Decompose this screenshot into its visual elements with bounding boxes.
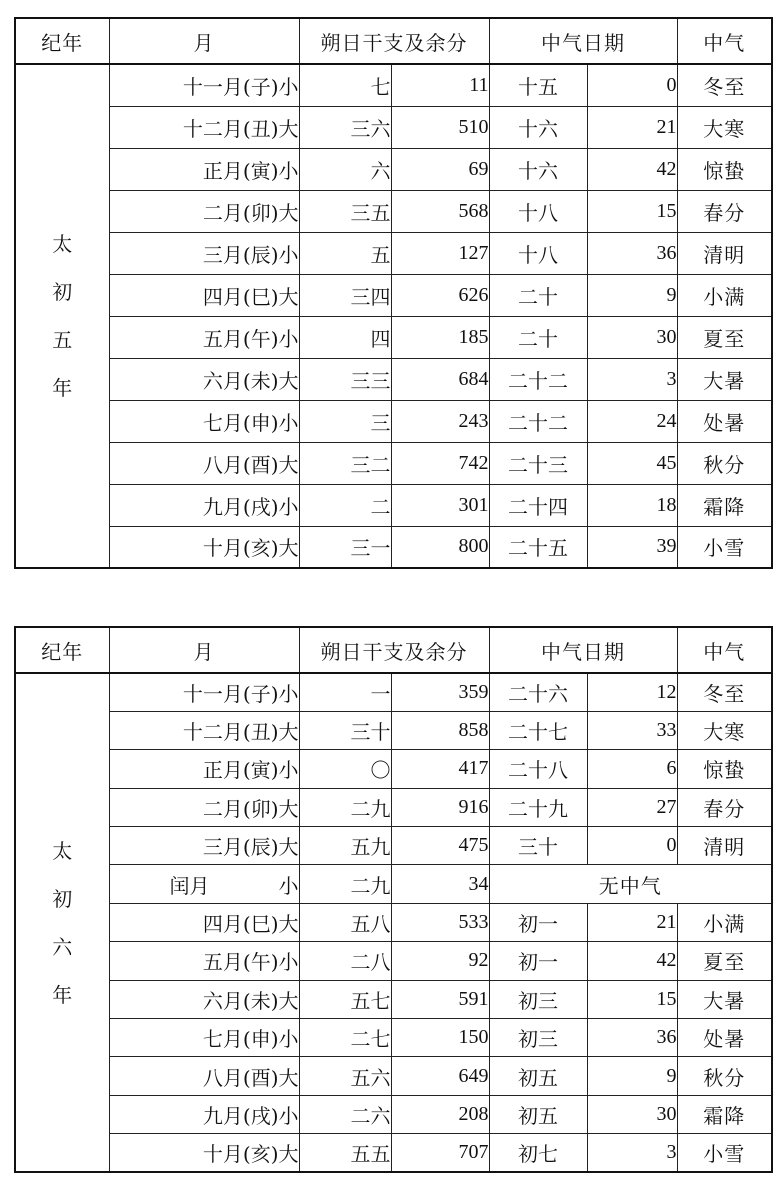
era-label: [15, 64, 109, 568]
table-row: [15, 64, 772, 106]
month-cell: 十二月(丑)大: [109, 106, 299, 148]
header-era: 纪年: [15, 18, 109, 64]
header-qi: 中气: [677, 627, 772, 673]
table-row: [15, 673, 772, 711]
month-cell: 正月(寅)小: [109, 148, 299, 190]
month-cell: 九月(戌)小: [109, 484, 299, 526]
new-moon-remainder: 92: [391, 942, 489, 980]
qi-fraction: 21: [587, 106, 677, 148]
qi-fraction: 12: [587, 673, 677, 711]
qi-day: 初五: [489, 1095, 587, 1133]
qi-day: 十八: [489, 190, 587, 232]
table-row: [15, 316, 772, 358]
qi-name: 大寒: [677, 106, 772, 148]
new-moon-remainder: 510: [391, 106, 489, 148]
qi-name: 大暑: [677, 980, 772, 1018]
qi-name: 霜降: [677, 1095, 772, 1133]
new-moon-sexagenary: 〇: [299, 750, 391, 788]
new-moon-remainder: 475: [391, 827, 489, 865]
qi-fraction: 27: [587, 788, 677, 826]
qi-fraction: 36: [587, 1019, 677, 1057]
table-body: [15, 673, 772, 1172]
era-char: 太: [52, 232, 73, 256]
era-char: 年: [52, 982, 73, 1007]
qi-fraction: 45: [587, 442, 677, 484]
qi-fraction: 0: [587, 827, 677, 865]
month-cell: 五月(午)小: [109, 316, 299, 358]
month-cell: 十月(亥)大: [109, 1134, 299, 1172]
qi-fraction: 42: [587, 148, 677, 190]
qi-day: 初一: [489, 942, 587, 980]
new-moon-sexagenary: 三六: [299, 106, 391, 148]
new-moon-sexagenary: 二九: [299, 865, 391, 903]
qi-day: 十六: [489, 148, 587, 190]
header-era: 纪年: [15, 627, 109, 673]
new-moon-sexagenary: 六: [299, 148, 391, 190]
new-moon-sexagenary: 三四: [299, 274, 391, 316]
table-header-row: [15, 627, 772, 673]
month-cell: 八月(酉)大: [109, 1057, 299, 1095]
table-row: [15, 1134, 772, 1172]
new-moon-sexagenary: 五五: [299, 1134, 391, 1172]
new-moon-sexagenary: 一: [299, 673, 391, 711]
leap-month-label: 闰月: [169, 873, 210, 898]
qi-day: 初七: [489, 1134, 587, 1172]
qi-name: 惊蛰: [677, 750, 772, 788]
qi-day: 二十三: [489, 442, 587, 484]
qi-name: 清明: [677, 827, 772, 865]
new-moon-sexagenary: 三五: [299, 190, 391, 232]
new-moon-remainder: 150: [391, 1019, 489, 1057]
month-cell: 六月(未)大: [109, 358, 299, 400]
qi-fraction: 15: [587, 190, 677, 232]
month-cell: 十一月(子)小: [109, 673, 299, 711]
qi-fraction: 30: [587, 1095, 677, 1133]
era-char: 六: [52, 934, 73, 959]
qi-fraction: 0: [587, 64, 677, 106]
new-moon-sexagenary: 五七: [299, 980, 391, 1018]
qi-day: 二十六: [489, 673, 587, 711]
qi-day: 二十九: [489, 788, 587, 826]
qi-fraction: 9: [587, 274, 677, 316]
new-moon-remainder: 649: [391, 1057, 489, 1095]
table-row: [15, 750, 772, 788]
calendar-table-year-6: [14, 626, 773, 1173]
table-row: [15, 190, 772, 232]
table-row: [15, 1019, 772, 1057]
qi-fraction: 3: [587, 1134, 677, 1172]
new-moon-sexagenary: 三三: [299, 358, 391, 400]
new-moon-sexagenary: 三十: [299, 711, 391, 749]
qi-name: 冬至: [677, 64, 772, 106]
new-moon-remainder: 742: [391, 442, 489, 484]
month-cell: 十月(亥)大: [109, 526, 299, 568]
qi-day: 二十二: [489, 358, 587, 400]
qi-fraction: 15: [587, 980, 677, 1018]
new-moon-sexagenary: 四: [299, 316, 391, 358]
new-moon-remainder: 208: [391, 1095, 489, 1133]
new-moon-remainder: 684: [391, 358, 489, 400]
new-moon-sexagenary: 五六: [299, 1057, 391, 1095]
qi-day: 初五: [489, 1057, 587, 1095]
header-new-moon: 朔日干支及余分: [299, 627, 489, 673]
month-cell: [109, 865, 299, 903]
qi-day: 二十二: [489, 400, 587, 442]
table-row: [15, 526, 772, 568]
table-row: [15, 232, 772, 274]
new-moon-remainder: 707: [391, 1134, 489, 1172]
month-cell: 二月(卯)大: [109, 788, 299, 826]
table-body: [15, 64, 772, 568]
qi-day: 二十四: [489, 484, 587, 526]
header-qi-date: 中气日期: [489, 627, 677, 673]
calendar-table-year-5: [14, 17, 773, 569]
qi-day: 初三: [489, 980, 587, 1018]
table-row: [15, 942, 772, 980]
qi-name: 小满: [677, 274, 772, 316]
month-cell: 五月(午)小: [109, 942, 299, 980]
qi-fraction: 30: [587, 316, 677, 358]
new-moon-sexagenary: 五八: [299, 903, 391, 941]
qi-fraction: 9: [587, 1057, 677, 1095]
new-moon-remainder: 127: [391, 232, 489, 274]
era-char: 初: [52, 886, 73, 911]
qi-day: 初三: [489, 1019, 587, 1057]
era-char: 初: [52, 280, 73, 304]
table-row: [15, 865, 772, 903]
table-row: [15, 980, 772, 1018]
leap-month-size: 小: [278, 873, 299, 898]
qi-name: 惊蛰: [677, 148, 772, 190]
table-row: [15, 484, 772, 526]
qi-fraction: 33: [587, 711, 677, 749]
table-row: [15, 827, 772, 865]
qi-day: 十八: [489, 232, 587, 274]
header-qi: 中气: [677, 18, 772, 64]
table-row: [15, 148, 772, 190]
new-moon-remainder: 359: [391, 673, 489, 711]
table-row: [15, 1057, 772, 1095]
qi-day: 二十: [489, 274, 587, 316]
qi-name: 大寒: [677, 711, 772, 749]
new-moon-sexagenary: 五九: [299, 827, 391, 865]
new-moon-remainder: 243: [391, 400, 489, 442]
era-char: 五: [52, 328, 73, 352]
era-char: 年: [52, 376, 73, 400]
new-moon-remainder: 417: [391, 750, 489, 788]
month-cell: 六月(未)大: [109, 980, 299, 1018]
qi-fraction: 36: [587, 232, 677, 274]
new-moon-remainder: 301: [391, 484, 489, 526]
qi-fraction: 21: [587, 903, 677, 941]
header-month: 月: [109, 18, 299, 64]
new-moon-sexagenary: 二六: [299, 1095, 391, 1133]
qi-name: 夏至: [677, 942, 772, 980]
qi-fraction: 24: [587, 400, 677, 442]
new-moon-sexagenary: 二七: [299, 1019, 391, 1057]
new-moon-remainder: 800: [391, 526, 489, 568]
qi-fraction: 42: [587, 942, 677, 980]
new-moon-sexagenary: 三: [299, 400, 391, 442]
month-cell: 七月(申)小: [109, 1019, 299, 1057]
qi-fraction: 39: [587, 526, 677, 568]
table-row: [15, 1095, 772, 1133]
qi-name: 冬至: [677, 673, 772, 711]
new-moon-remainder: 626: [391, 274, 489, 316]
qi-name: 春分: [677, 788, 772, 826]
new-moon-sexagenary: 三一: [299, 526, 391, 568]
qi-name: 春分: [677, 190, 772, 232]
qi-name: 小雪: [677, 1134, 772, 1172]
month-cell: 十二月(丑)大: [109, 711, 299, 749]
qi-day: 十五: [489, 64, 587, 106]
qi-day: 三十: [489, 827, 587, 865]
new-moon-sexagenary: 五: [299, 232, 391, 274]
month-cell: 七月(申)小: [109, 400, 299, 442]
era-char: 太: [52, 838, 73, 863]
qi-fraction: 18: [587, 484, 677, 526]
table-row: [15, 400, 772, 442]
month-cell: 九月(戌)小: [109, 1095, 299, 1133]
qi-day: 二十八: [489, 750, 587, 788]
new-moon-remainder: 11: [391, 64, 489, 106]
new-moon-remainder: 916: [391, 788, 489, 826]
qi-name: 处暑: [677, 1019, 772, 1057]
qi-day: 初一: [489, 903, 587, 941]
qi-name: 大暑: [677, 358, 772, 400]
month-cell: 八月(酉)大: [109, 442, 299, 484]
new-moon-remainder: 591: [391, 980, 489, 1018]
qi-day: 二十七: [489, 711, 587, 749]
qi-name: 处暑: [677, 400, 772, 442]
month-cell: 十一月(子)小: [109, 64, 299, 106]
table-row: [15, 903, 772, 941]
qi-name: 清明: [677, 232, 772, 274]
qi-day: 二十: [489, 316, 587, 358]
month-cell: 二月(卯)大: [109, 190, 299, 232]
qi-day: 二十五: [489, 526, 587, 568]
header-new-moon: 朔日干支及余分: [299, 18, 489, 64]
new-moon-sexagenary: 三二: [299, 442, 391, 484]
new-moon-remainder: 185: [391, 316, 489, 358]
new-moon-remainder: 858: [391, 711, 489, 749]
new-moon-sexagenary: 二八: [299, 942, 391, 980]
qi-name: 夏至: [677, 316, 772, 358]
new-moon-remainder: 533: [391, 903, 489, 941]
qi-name: 小雪: [677, 526, 772, 568]
table-row: [15, 711, 772, 749]
qi-fraction: 3: [587, 358, 677, 400]
new-moon-sexagenary: 二九: [299, 788, 391, 826]
header-month: 月: [109, 627, 299, 673]
qi-fraction: 6: [587, 750, 677, 788]
table-row: [15, 442, 772, 484]
month-cell: 正月(寅)小: [109, 750, 299, 788]
table-row: [15, 274, 772, 316]
table-row: [15, 358, 772, 400]
new-moon-sexagenary: 二: [299, 484, 391, 526]
qi-name: 秋分: [677, 442, 772, 484]
new-moon-sexagenary: 七: [299, 64, 391, 106]
new-moon-remainder: 69: [391, 148, 489, 190]
table-row: [15, 106, 772, 148]
qi-day: 十六: [489, 106, 587, 148]
qi-name: 小满: [677, 903, 772, 941]
header-qi-date: 中气日期: [489, 18, 677, 64]
no-qi-note: 无中气: [489, 865, 772, 903]
table-header-row: [15, 18, 772, 64]
month-cell: 四月(巳)大: [109, 274, 299, 316]
era-label: [15, 673, 109, 1172]
month-cell: 三月(辰)大: [109, 827, 299, 865]
new-moon-remainder: 568: [391, 190, 489, 232]
qi-name: 秋分: [677, 1057, 772, 1095]
table-row: [15, 788, 772, 826]
month-cell: 四月(巳)大: [109, 903, 299, 941]
month-cell: 三月(辰)小: [109, 232, 299, 274]
qi-name: 霜降: [677, 484, 772, 526]
new-moon-remainder: 34: [391, 865, 489, 903]
